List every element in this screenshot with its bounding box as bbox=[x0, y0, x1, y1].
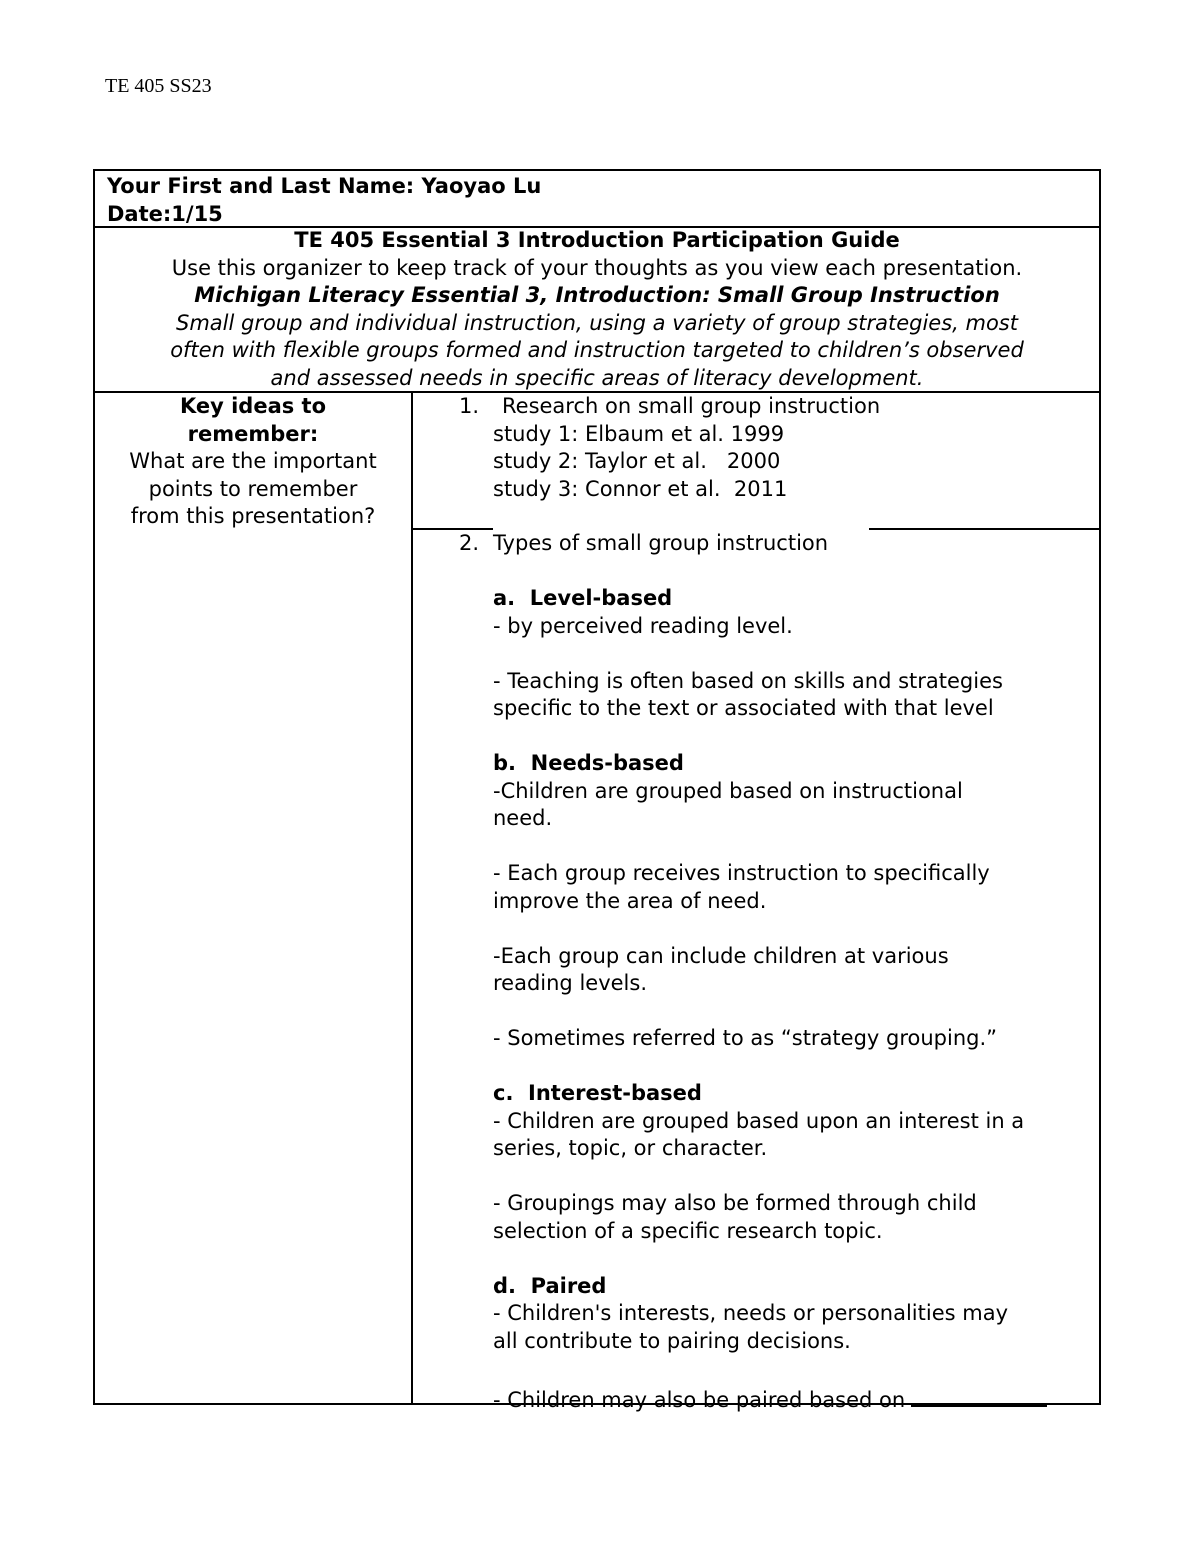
study-entry: study 3: Connor et al. 2011 bbox=[493, 476, 788, 501]
note-line: - Children may also be paired based on bbox=[493, 1387, 906, 1412]
participation-guide-table bbox=[93, 169, 1101, 1412]
note-line: - Children are grouped based upon an interest in a bbox=[493, 1108, 1025, 1133]
guide-header-cell bbox=[95, 227, 1099, 392]
note-line: - Groupings may also be formed through child bbox=[493, 1191, 977, 1215]
list-number: 1. bbox=[459, 394, 480, 418]
blank-answer-line bbox=[911, 1383, 1047, 1407]
guide-title: TE 405 Essential 3 Introduction Participation Guide bbox=[294, 228, 900, 252]
section-title: c. Interest-based bbox=[493, 1081, 702, 1105]
note-line: -Children are grouped based on instructional bbox=[493, 778, 963, 803]
note-line: - by perceived reading level. bbox=[493, 613, 793, 638]
guide-instructions: Use this organizer to keep track of your thoughts as you view each presentation. bbox=[171, 255, 1023, 280]
section-title: a. Level-based bbox=[493, 586, 673, 610]
essential-heading: Michigan Literacy Essential 3, Introduction: Small Group Instruction bbox=[194, 283, 1000, 307]
essential-description-line: often with flexible groups formed and instruction targeted to children’s observed bbox=[170, 338, 1024, 362]
types-content bbox=[493, 585, 1047, 1414]
key-ideas-heading: remember: bbox=[187, 421, 319, 446]
column-divider bbox=[411, 391, 413, 1405]
essential-description-line: and assessed needs in specific areas of literacy development. bbox=[270, 365, 924, 390]
note-line: - Sometimes referred to as “strategy grouping.” bbox=[493, 1026, 998, 1050]
types-heading: Types of small group instruction bbox=[493, 531, 829, 555]
note-line: -Each group can include children at various bbox=[493, 943, 949, 968]
course-code-header: TE 405 SS23 bbox=[105, 75, 212, 97]
note-line: all contribute to pairing decisions. bbox=[493, 1328, 851, 1353]
note-line: selection of a specific research topic. bbox=[493, 1218, 883, 1243]
fill-in-line bbox=[493, 1383, 1047, 1415]
key-ideas-heading: Key ideas to bbox=[179, 394, 327, 418]
research-heading: Research on small group instruction bbox=[502, 394, 881, 418]
note-line: reading levels. bbox=[493, 971, 647, 995]
key-ideas-prompt: points to remember bbox=[148, 476, 358, 501]
note-line: improve the area of need. bbox=[493, 888, 767, 913]
list-number: 2. bbox=[459, 531, 480, 555]
key-ideas-prompt: What are the important bbox=[129, 449, 377, 473]
types-heading-block bbox=[493, 530, 828, 558]
item-divider bbox=[869, 528, 1099, 530]
note-line: need. bbox=[493, 806, 553, 830]
studies-list bbox=[493, 421, 787, 504]
name-date-cell bbox=[107, 173, 541, 228]
note-line: - Teaching is often based on skills and strategies bbox=[493, 668, 1003, 693]
key-ideas-prompt: from this presentation? bbox=[130, 504, 376, 528]
section-title: d. Paired bbox=[493, 1273, 607, 1298]
essential-description-line: Small group and individual instruction, using a variety of group strategies, most bbox=[176, 310, 1018, 335]
study-entry: study 1: Elbaum et al. 1999 bbox=[493, 421, 785, 446]
key-ideas-cell bbox=[95, 393, 411, 531]
study-entry: study 2: Taylor et al. 2000 bbox=[493, 449, 781, 473]
date-field: Date:1/15 bbox=[107, 201, 223, 226]
section-title: b. Needs-based bbox=[493, 751, 684, 775]
note-line: - Children's interests, needs or personalities may bbox=[493, 1301, 1009, 1325]
item-divider bbox=[411, 528, 493, 530]
note-line: - Each group receives instruction to specifically bbox=[493, 861, 990, 885]
research-item bbox=[502, 393, 880, 421]
note-line: series, topic, or character. bbox=[493, 1136, 768, 1160]
student-name: Your First and Last Name: Yaoyao Lu bbox=[107, 174, 542, 198]
note-line: specific to the text or associated with that level bbox=[493, 696, 994, 720]
